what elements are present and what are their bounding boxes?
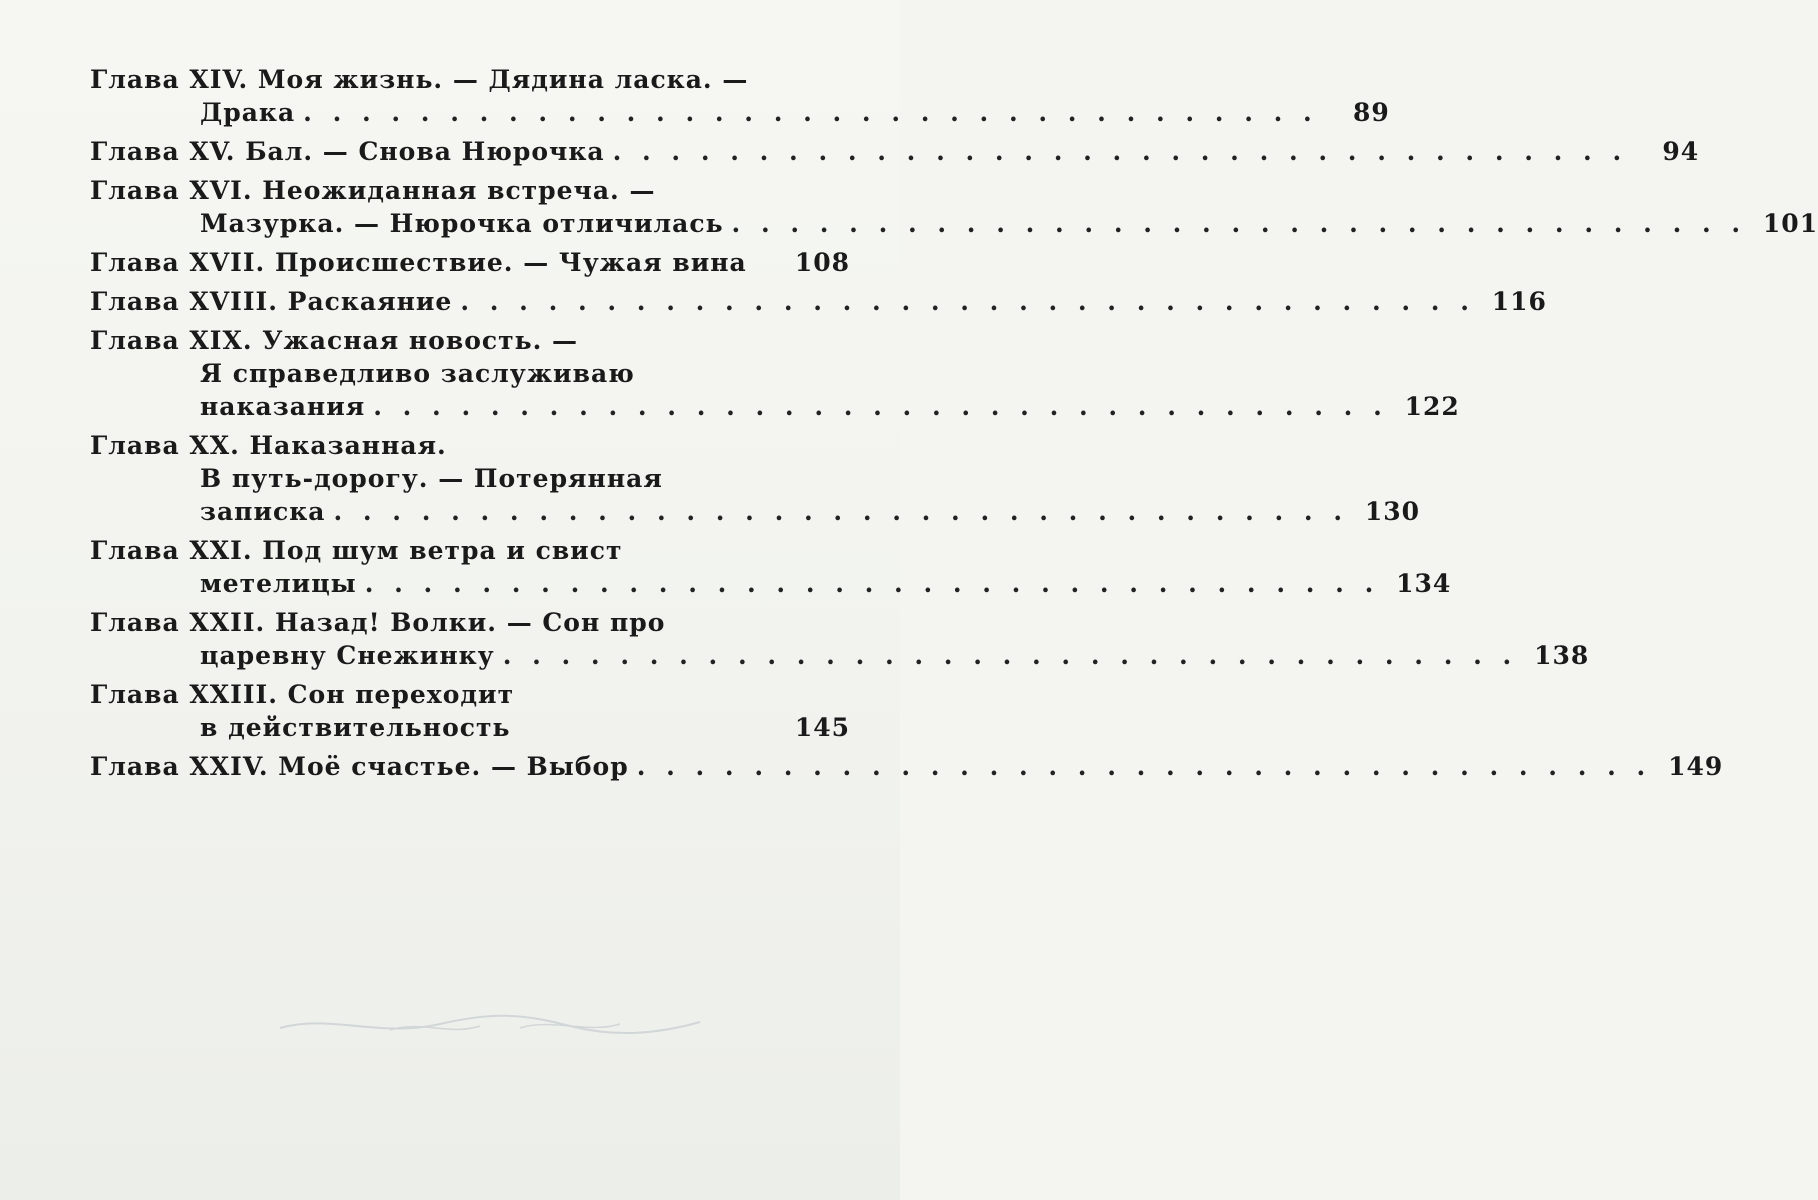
toc-entry-subtitle: в действительность bbox=[200, 713, 511, 742]
toc-entry-subtitle: Мазурка. — Нюрочка отличилась bbox=[200, 209, 724, 238]
toc-entry bbox=[90, 678, 850, 744]
dot-leader: . . . . . . . . . . . . . . . . . . . . . . . . . . . . . . . . . . . bbox=[636, 752, 1652, 781]
toc-entry-title: Глава XV. Бал. — Снова Нюрочка bbox=[90, 137, 605, 166]
dot-leader: . . . . . . . . . . . . . . . . . . . . . . . . . . . . . . . . . . . bbox=[612, 137, 1628, 166]
toc-entry-title: Глава XVII. Происшествие. — Чужая вина bbox=[90, 248, 747, 277]
toc-entry-title: Глава XVIII. Раскаяние bbox=[90, 287, 453, 316]
toc-page-number: 130 bbox=[1364, 497, 1421, 526]
toc-entry bbox=[90, 534, 1452, 600]
toc-entry bbox=[90, 285, 1547, 318]
dot-leader: . . . . . . . . . . . . . . . . . . . . . . . . . . . . . . . . . . . bbox=[373, 392, 1388, 421]
ornament-icon bbox=[270, 1010, 710, 1040]
toc-page-number: 89 bbox=[1352, 98, 1390, 127]
toc-entry-title: Глава XXIV. Моё счастье. — Выбор bbox=[90, 752, 629, 781]
toc-entry-title: Глава XXI. Под шум ветра и свист bbox=[90, 536, 623, 565]
dot-leader: . . . . . . . . . . . . . . . . . . . . . . . . . . . . . . . . . . . bbox=[731, 209, 1747, 238]
toc-entry-title: Глава XVI. Неожиданная встреча. — bbox=[90, 176, 656, 205]
toc-entry bbox=[90, 246, 850, 279]
toc-entry-subtitle: наказания bbox=[200, 392, 366, 421]
toc-entry-subtitle: Я справедливо заслуживаю bbox=[200, 359, 635, 388]
toc-entry-subtitle: В путь-дорогу. — Потерянная bbox=[200, 464, 663, 493]
toc-page-number: 122 bbox=[1404, 392, 1460, 421]
toc-entry-title: Глава XXII. Назад! Волки. — Сон про bbox=[90, 608, 666, 637]
toc-entry-title: Глава XIV. Моя жизнь. — Дядина ласка. — bbox=[90, 65, 749, 94]
toc-page-number: 116 bbox=[1491, 287, 1547, 316]
toc-page-number: 149 bbox=[1668, 752, 1724, 781]
toc-page-number: 145 bbox=[794, 713, 850, 742]
toc-page-number: 108 bbox=[794, 248, 850, 277]
toc-entry bbox=[90, 750, 1724, 783]
dot-leader: . . . . . . . . . . . . . . . . . . . . . . . . . . . . . . . . . . . bbox=[364, 569, 1380, 598]
dot-leader: . . . . . . . . . . . . . . . . . . . . . . . . . . . . . . . . . . . bbox=[460, 287, 1475, 316]
table-of-contents bbox=[90, 63, 1818, 789]
dot-leader: . . . . . . . . . . . . . . . . . . . . . . . . . . . . . . . . . . . bbox=[502, 641, 1518, 670]
dot-leader: . . . . . . . . . . . . . . . . . . . . . . . . . . . . . . . . . . . bbox=[333, 497, 1349, 526]
toc-entry bbox=[90, 606, 1590, 672]
toc-page-number: 94 bbox=[1662, 137, 1700, 166]
dot-leader: . . . . . . . . . . . . . . . . . . . . . . . . . . . . . . . . . . . bbox=[303, 98, 1318, 127]
toc-page-number: 138 bbox=[1534, 641, 1590, 670]
toc-entry-title: Глава XXIII. Сон переходит bbox=[90, 680, 515, 709]
toc-entry bbox=[90, 63, 1390, 129]
toc-entry-subtitle: царевну Снежинку bbox=[200, 641, 495, 670]
toc-entry-subtitle: метелицы bbox=[200, 569, 357, 598]
toc-entry-subtitle: записка bbox=[200, 497, 326, 526]
toc-entry-title: Глава XX. Наказанная. bbox=[90, 431, 447, 460]
toc-entry bbox=[90, 135, 1700, 168]
toc-entry bbox=[90, 429, 1421, 528]
toc-entry bbox=[90, 324, 1460, 423]
toc-entry-title: Глава XIX. Ужасная новость. — bbox=[90, 326, 578, 355]
toc-entry bbox=[90, 174, 1818, 240]
toc-page-number: 101 bbox=[1762, 209, 1818, 238]
toc-page-number: 134 bbox=[1396, 569, 1452, 598]
toc-entry-subtitle: Драка bbox=[200, 98, 296, 127]
